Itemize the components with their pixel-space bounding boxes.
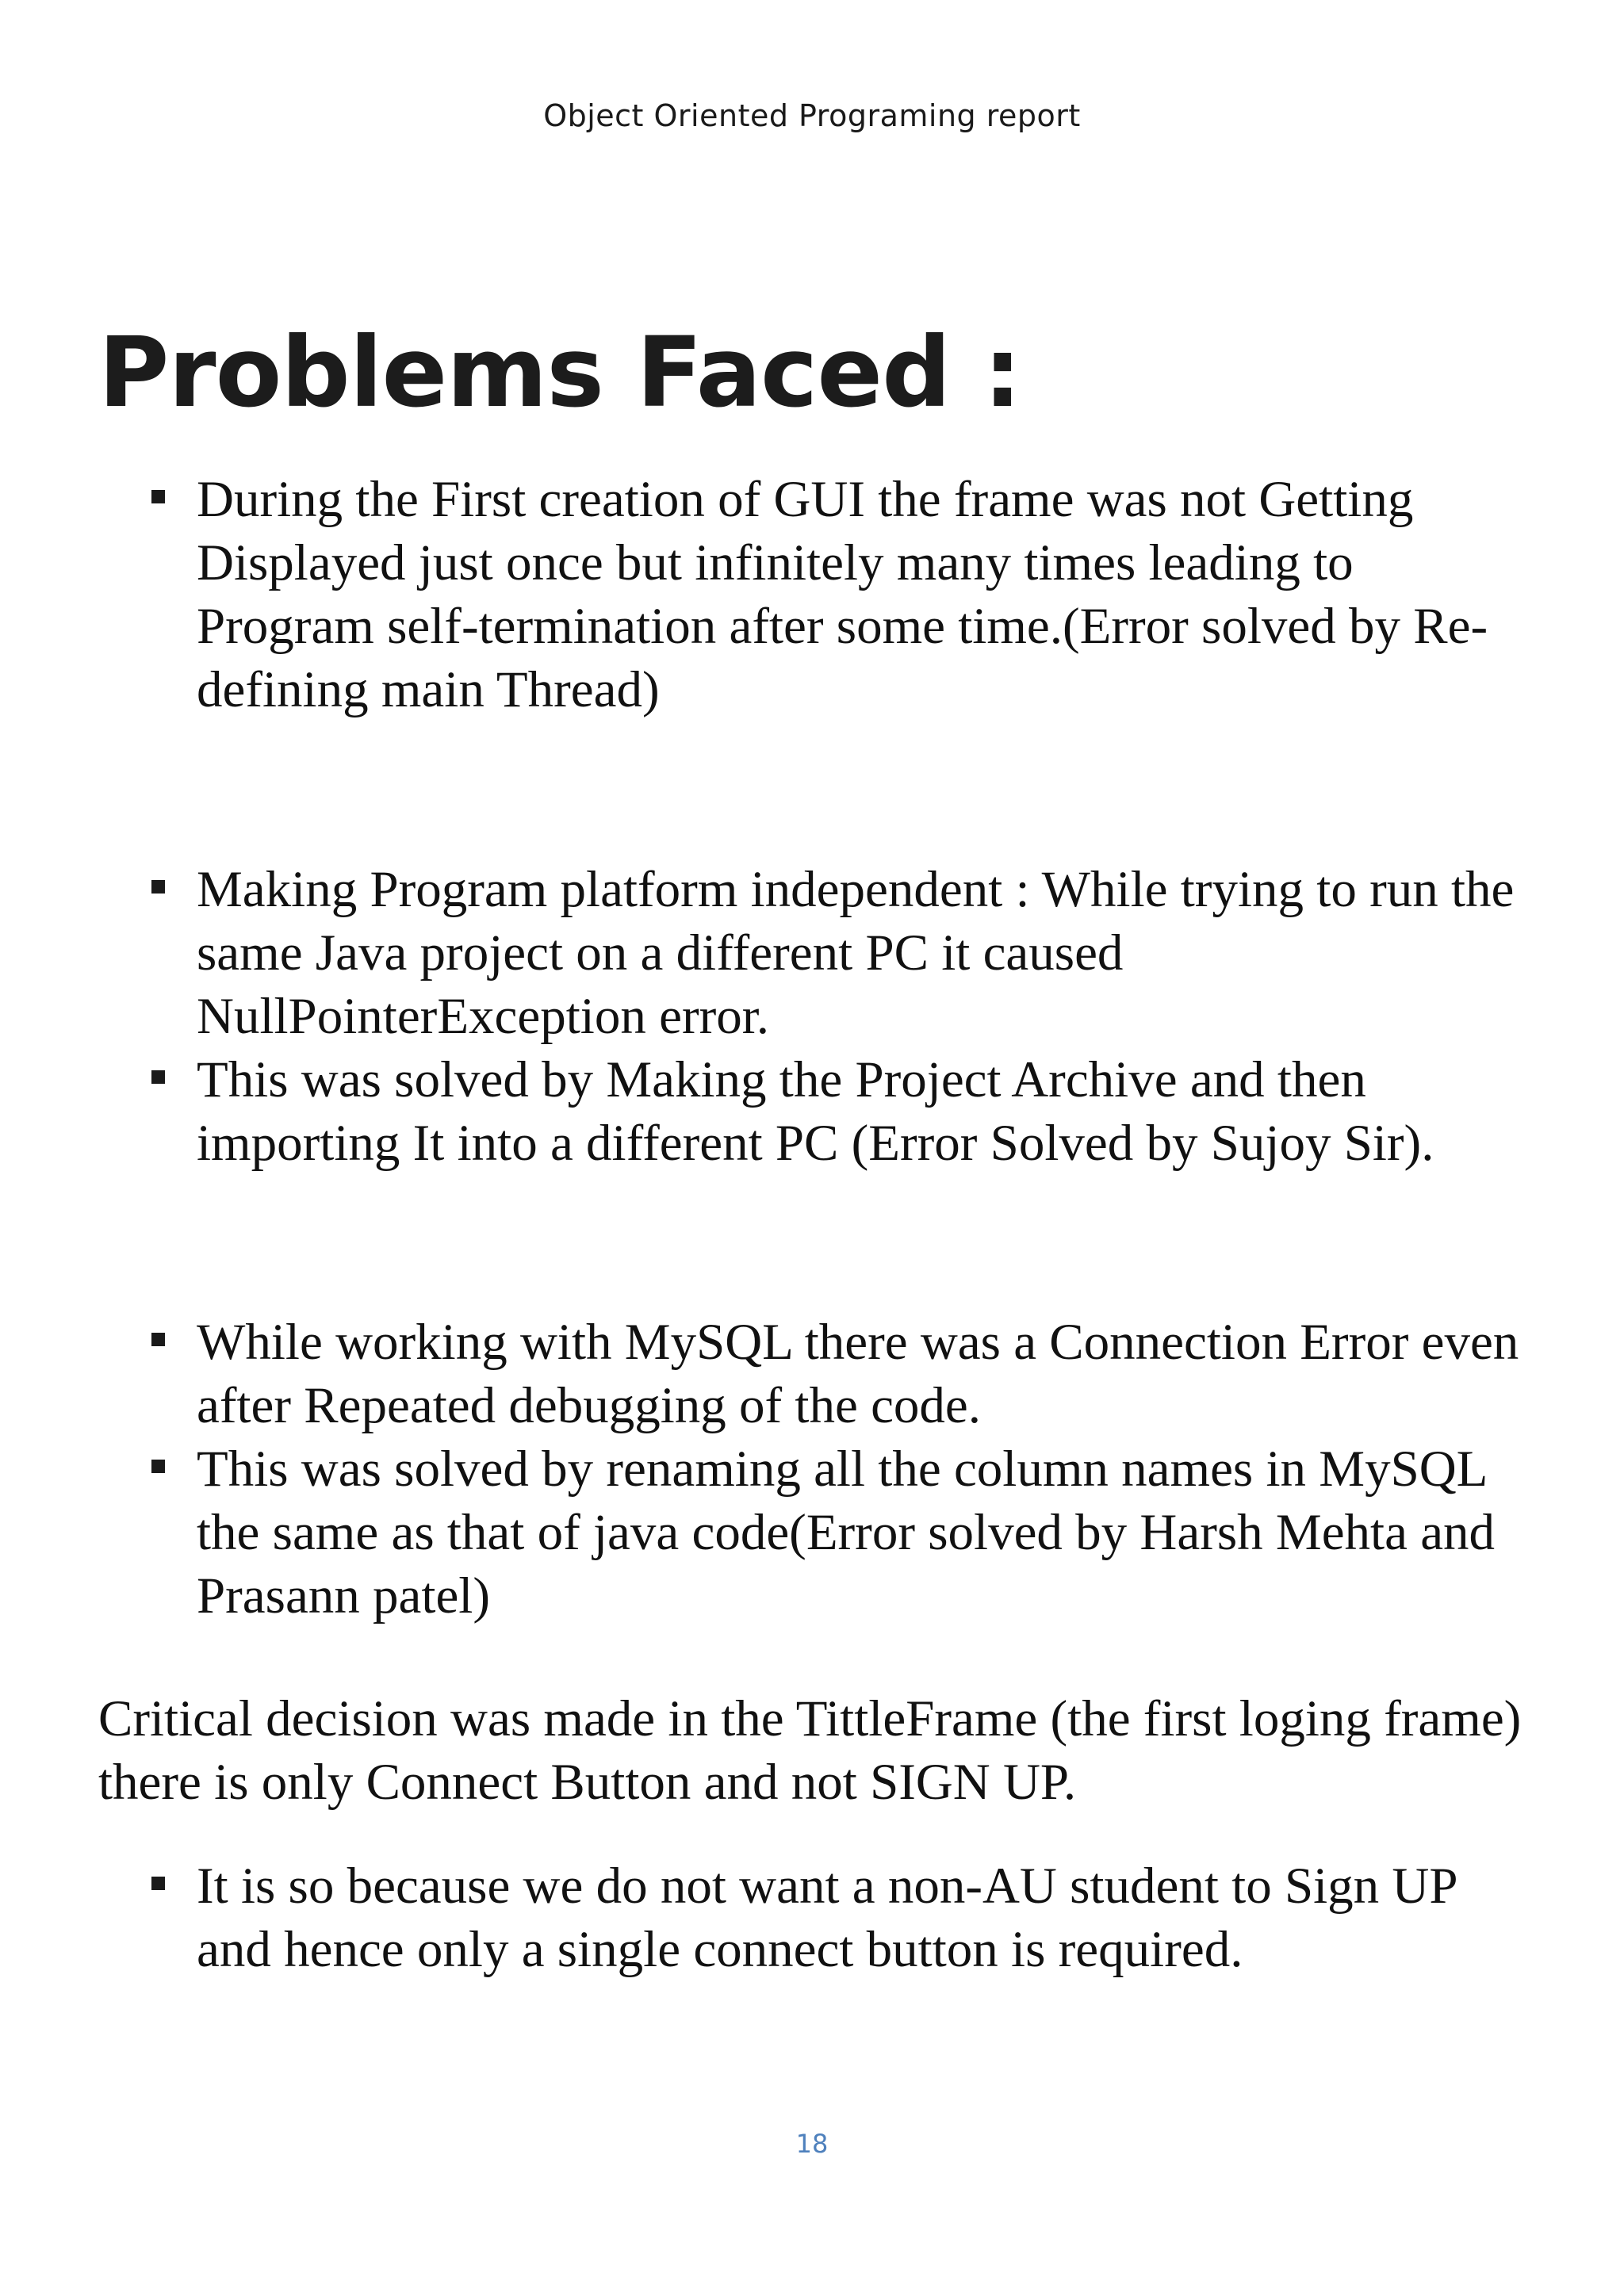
running-header: Object Oriented Programing report [543,98,1081,133]
critical-decision-paragraph: Critical decision was made in the TittleFrame (the first loging frame) there is only Connect Button and not SIGN UP. [98,1690,1522,1811]
bullet-list-mysql-problem [143,1311,1538,1628]
square-bullet-icon [151,1070,165,1084]
list-item [143,858,1538,1048]
bullet-list-critical-reason [143,1854,1538,1981]
bullet-text: This was solved by Making the Project Archive and then importing It into a different PC (Error Solved by Sujoy Sir). [197,1051,1434,1172]
bullet-text: During the First creation of GUI the frame was not Getting Displayed just once but infinitely many times leading to Program self-termination after some time.(Error solved by Re-defining main Thread) [197,471,1488,718]
bullet-text: Making Program platform independent : While trying to run the same Java project on a different PC it caused NullPointerException error. [197,861,1515,1045]
bullet-text: It is so because we do not want a non-AU student to Sign UP and hence only a single connect button is required. [197,1858,1457,1978]
bullet-text: This was solved by renaming all the column names in MySQL the same as that of java code(Error solved by Harsh Mehta and Prasann patel) [197,1441,1496,1624]
bullet-list-platform-problem [143,858,1538,1175]
list-item [143,1854,1538,1981]
list-item [143,1311,1538,1437]
bullet-text: While working with MySQL there was a Connection Error even after Repeated debugging of the code. [197,1314,1519,1434]
bullet-list-gui-problem [143,468,1538,721]
square-bullet-icon [151,1877,165,1890]
square-bullet-icon [151,880,165,894]
page-number: 18 [795,2129,829,2159]
square-bullet-icon [151,490,165,503]
list-item [143,1437,1538,1628]
square-bullet-icon [151,1460,165,1473]
list-item [143,468,1538,721]
page-title: Problems Faced : [98,316,1021,429]
list-item [143,1048,1538,1175]
square-bullet-icon [151,1333,165,1346]
